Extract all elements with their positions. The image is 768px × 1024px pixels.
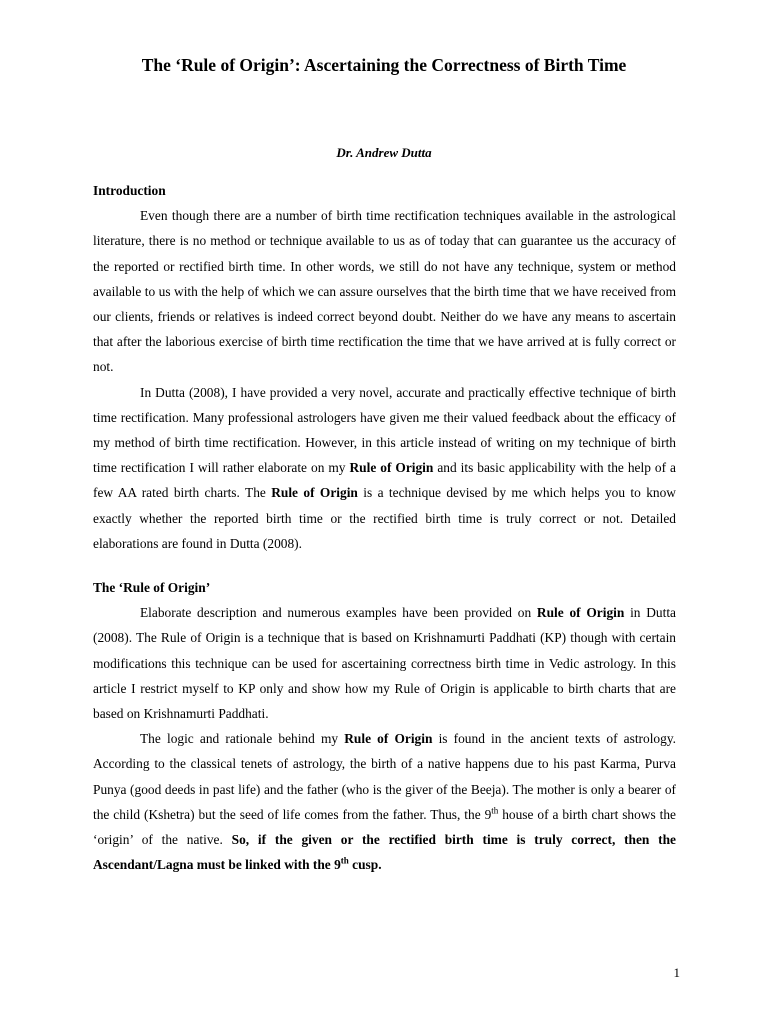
text-run: is a technique devised by me which helps you to know exactly whether the reported birth time or the rectified birth time is truly correct or not. Detailed elaborations are found in Dutta (2008). <box>93 485 676 551</box>
rule-of-origin-emphasis: Rule of Origin <box>271 485 358 501</box>
text-run: cusp. <box>348 857 382 873</box>
rule-of-origin-emphasis: Rule of Origin <box>349 460 434 476</box>
introduction-paragraph-2 <box>93 380 676 556</box>
section-spacer <box>93 556 676 575</box>
introduction-heading: Introduction <box>93 183 166 198</box>
page-number: 1 <box>673 965 680 980</box>
text-run: in Dutta (2008). The Rule of Origin is a technique that is based on Krishnamurti Paddhati (KP) though with certain modifications this technique can be used for ascertaining correctness birth time in Vedic astrology. In this article I restrict myself to KP only and show how my Rule of Origin is applicable to birth charts that are based on Krishnamurti Paddhati. <box>93 605 676 722</box>
text-run: So, if the given or the rectified birth time is truly correct, then the Ascendant/Lagna must be linked with the 9 <box>93 832 676 873</box>
introduction-paragraph-1: Even though there are a number of birth time rectification techniques available in the astrological literature, there is no method or technique available to us as of today that can guarantee us the accuracy of the reported or rectified birth time. In other words, we still do not have any technique, system or method available to us with the help of which we can assure ourselves that the birth time that we have received from our clients, friends or relatives is indeed correct beyond doubt. Neither do we have any means to ascertain that after the laborious exercise of birth time rectification the time that we have arrived at is fully correct or not. <box>93 208 676 375</box>
rule-of-origin-emphasis: Rule of Origin <box>536 605 625 621</box>
text-run: is found in the ancient texts of astrology. According to the classical tenets of astrology, the birth of a native happens due to his past Karma, Purva Punya (good deeds in past life) and the father (who is the giver of the Beeja). The mother is only a bearer of the child (Kshetra) but the seed of life comes from the father. Thus, the 9 <box>93 731 676 822</box>
text-run: Elaborate description and numerous examples have been provided on <box>140 605 537 621</box>
rule-of-origin-emphasis: Rule of Origin <box>344 731 433 747</box>
text-run: The logic and rationale behind my <box>140 731 345 747</box>
author-name: Dr. Andrew Dutta <box>336 145 432 160</box>
ordinal-superscript: th <box>340 855 349 866</box>
document-body <box>93 178 676 877</box>
rule-of-origin-paragraph-2 <box>93 726 676 877</box>
text-run: and its basic applicability with the help of a few AA rated birth charts. The <box>93 460 676 501</box>
ordinal-superscript: th <box>491 805 499 816</box>
text-run: house of a birth chart shows the ‘origin’ of the native. <box>93 806 676 848</box>
rule-of-origin-paragraph-1 <box>93 600 676 726</box>
document-title: The ‘Rule of Origin’: Ascertaining the Correctness of Birth Time <box>141 55 627 75</box>
text-run: In Dutta (2008), I have provided a very novel, accurate and practically effective technique of birth time rectification. Many professional astrologers have given me their valued feedback about the efficacy of my method of birth time rectification. However, in this article instead of writing on my technique of birth time rectification I will rather elaborate on my <box>93 384 676 476</box>
rule-of-origin-heading: The ‘Rule of Origin’ <box>93 580 211 596</box>
